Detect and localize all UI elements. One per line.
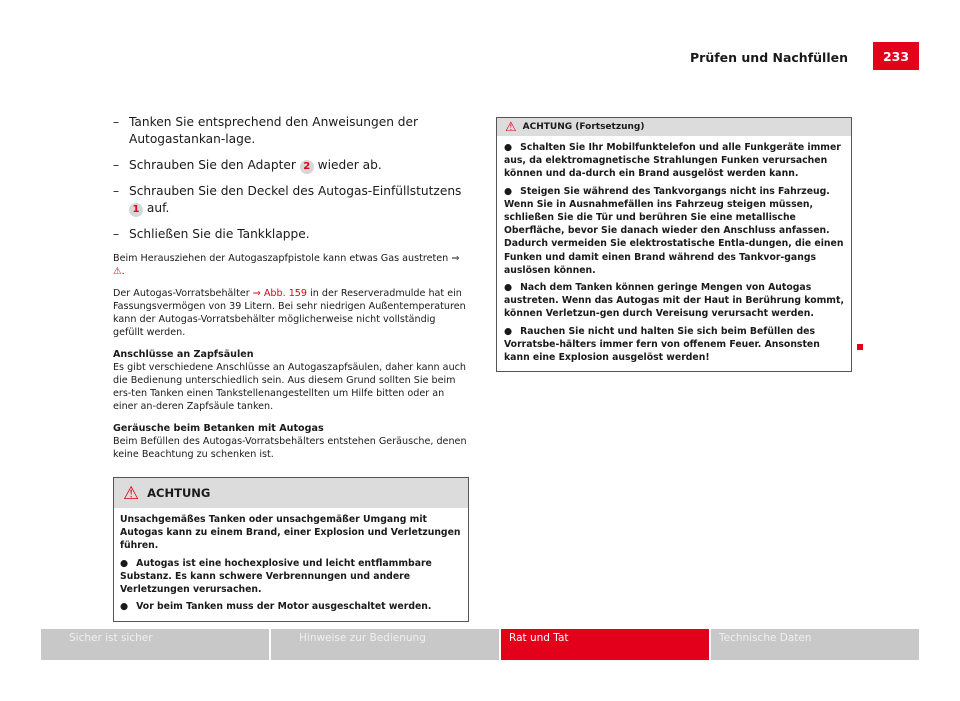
- footer-tab-sicher[interactable]: Sicher ist sicher: [41, 629, 269, 660]
- warning-title: ACHTUNG (Fortsetzung): [522, 122, 645, 132]
- footer-nav: [41, 629, 919, 660]
- bullet: ●: [120, 557, 129, 569]
- warning-body: [497, 136, 851, 371]
- warning-title: ACHTUNG: [147, 486, 211, 500]
- warning-header: [114, 478, 468, 508]
- step-item: – Schließen Sie die Tankklappe.: [113, 227, 310, 241]
- warning-header: [497, 118, 851, 136]
- step-item: – Schrauben Sie den Adapter 2 wieder ab.: [113, 158, 382, 172]
- step-item: – Schrauben Sie den Deckel des Autogas-Einfüllstutzens 1 auf.: [113, 184, 462, 215]
- warning-item: ● Rauchen Sie nicht und halten Sie sich beim Befüllen des Vorratsbe-hälters immer fern von offenem Feuer. Ansonsten kann eine Explosion ausgelöst werden!: [504, 325, 820, 364]
- callout-number: 1: [129, 203, 143, 217]
- step-text: auf.: [146, 201, 170, 215]
- warning-triangle-icon: ⚠: [123, 482, 140, 504]
- step-text: Tanken Sie entsprechend den Anweisungen der Autogastankan-lage.: [129, 115, 419, 146]
- page-header-title: Prüfen und Nachfüllen: [690, 50, 848, 65]
- step-item: – Tanken Sie entsprechend den Anweisungen der Autogastankan-lage.: [113, 115, 419, 146]
- warning-intro: Unsachgemäßes Tanken oder unsachgemäßer Umgang mit Autogas kann zu einem Brand, einer Explosion und Verletzungen führen.: [120, 514, 461, 552]
- bullet: ●: [504, 142, 513, 153]
- warning-item: ● Schalten Sie Ihr Mobilfunktelefon und alle Funkgeräte immer aus, da elektromagnetische Strahlungen Funken verursachen können und da-durch ein Brand ausgelöst werden kann.: [504, 142, 841, 180]
- bullet: ●: [504, 282, 513, 294]
- footer-tab-technische-daten[interactable]: Technische Daten: [711, 629, 919, 660]
- section-heading: Geräusche beim Betanken mit Autogas: [113, 423, 324, 434]
- warning-triangle-icon: ⚠: [505, 119, 517, 135]
- left-column: [113, 114, 469, 622]
- bullet: ●: [504, 185, 513, 197]
- paragraph: Der Autogas-Vorratsbehälter ⇒ Abb. 159 in der Reserveradmulde hat ein Fassungsvermögen von 39 Litern. Bei sehr niedrigen Außentemperaturen kann der Autogas-Vorratsbehälter möglicherweise nicht vollständig gefüllt werden.: [113, 288, 466, 338]
- warning-box-continued: [496, 117, 852, 372]
- warning-icon[interactable]: ⚠: [113, 266, 122, 277]
- step-text: Schrauben Sie den Adapter: [129, 158, 296, 172]
- paragraph: Beim Herausziehen der Autogaszapfpistole kann etwas Gas austreten ⇒ ⚠.: [113, 253, 460, 277]
- warning-item: ● Nach dem Tanken können geringe Mengen von Autogas austreten. Wenn das Autogas mit der Haut in Berührung kommt, können Verletzun-gen durch Vereisung verursacht werden.: [504, 282, 844, 320]
- footer-tab-rat-und-tat[interactable]: Rat und Tat: [501, 629, 709, 660]
- step-text: wieder ab.: [317, 158, 382, 172]
- step-text: Schließen Sie die Tankklappe.: [129, 227, 310, 241]
- warning-body: [114, 508, 468, 621]
- callout-number: 2: [300, 160, 314, 174]
- figure-link[interactable]: ⇒ Abb. 159: [252, 288, 308, 299]
- warning-box: [113, 477, 469, 622]
- step-text: Schrauben Sie den Deckel des Autogas-Einfüllstutzens: [129, 184, 462, 198]
- page-number: 233: [873, 42, 919, 70]
- section-heading: Anschlüsse an Zapfsäulen: [113, 349, 254, 360]
- footer-tab-hinweise[interactable]: Hinweise zur Bedienung: [271, 629, 499, 660]
- bullet: ●: [504, 325, 513, 337]
- bullet: ●: [120, 601, 129, 613]
- warning-item: ● Vor beim Tanken muss der Motor ausgeschaltet werden.: [120, 601, 432, 613]
- right-column: [496, 117, 852, 372]
- paragraph: Beim Befüllen des Autogas-Vorratsbehälters entstehen Geräusche, denen keine Beachtung zu schenken ist.: [113, 436, 467, 460]
- section-end-marker: [857, 344, 863, 350]
- warning-item: ● Autogas ist eine hochexplosive und leicht entflammbare Substanz. Es kann schwere Verbrennungen und andere Verletzungen verursachen.: [120, 557, 432, 596]
- paragraph: Es gibt verschiedene Anschlüsse an Autogaszapfsäulen, daher kann auch die Bedienung unterschiedlich sein. Aus diesem Grund sollten Sie beim ers-ten Tanken einen Tankstellenangestellten um Hilfe bitten oder an einer an-deren Zapfsäule tanken.: [113, 362, 467, 412]
- warning-item: ● Steigen Sie während des Tankvorgangs nicht ins Fahrzeug. Wenn Sie in Ausnahmefällen ins Fahrzeug steigen müssen, schließen Sie die Tür und berühren Sie eine metallische Oberfläche, bevor Sie danach wieder den Anschluss anfassen. Dadurch vermeiden Sie elektrostatische Entla-dungen, die einen Funken und damit einen Brand während des Tankvor-gangs auslösen können.: [504, 185, 844, 276]
